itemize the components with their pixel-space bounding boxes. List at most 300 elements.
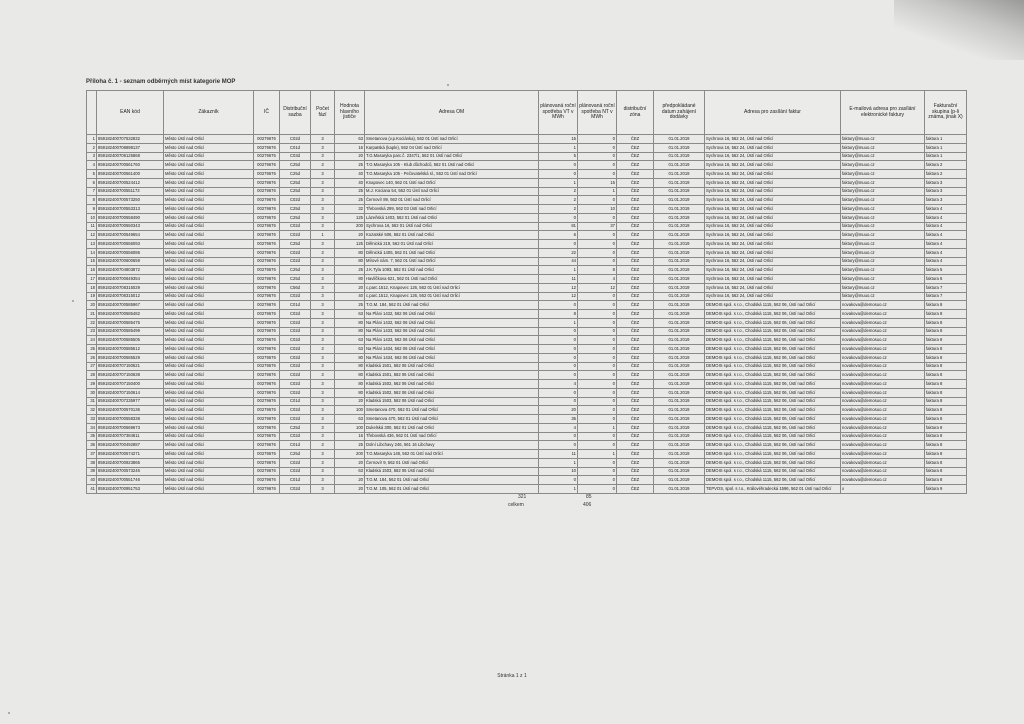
scan-speck <box>8 712 10 714</box>
table-cell: 01.01.2019 <box>654 397 705 406</box>
table-cell: faktura 3 <box>925 196 967 205</box>
table-cell: Město Ústí nad Orlicí <box>164 415 254 424</box>
table-cell: 0 <box>578 135 617 144</box>
table-cell: 7 <box>87 187 97 196</box>
table-cell: 31 <box>87 397 97 406</box>
table-cell: C02d <box>280 353 311 362</box>
scan-speck <box>447 84 449 86</box>
table-cell: 3 <box>311 283 335 292</box>
table-cell: Město Ústí nad Orlicí <box>164 196 254 205</box>
table-cell: 01.01.2019 <box>654 318 705 327</box>
table-cell: faktury@muuo.cz <box>841 170 925 179</box>
table-cell: 00279676 <box>254 135 280 144</box>
scan-shadow <box>894 0 1024 60</box>
table-cell: Kladská 1502, 562 06 Ústí nad Orlicí <box>365 380 539 389</box>
table-cell: 0 <box>539 161 578 170</box>
table-cell: faktura 8 <box>925 406 967 415</box>
table-cell: novakova@demosuo.cz <box>841 327 925 336</box>
table-cell: faktury@muuo.cz <box>841 275 925 284</box>
table-cell: faktury@muuo.cz <box>841 178 925 187</box>
table-cell: ČEZ <box>617 318 654 327</box>
table-cell: novakova@demosuo.cz <box>841 362 925 371</box>
table-cell: 29 <box>87 380 97 389</box>
table-cell: novakova@demosuo.cz <box>841 423 925 432</box>
table-cell: 1 <box>311 231 335 240</box>
table-cell: 859182400700585482 <box>97 310 164 319</box>
table-cell: 0 <box>578 248 617 257</box>
table-cell: 0 <box>578 432 617 441</box>
table-cell: Město Ústí nad Orlicí <box>164 283 254 292</box>
table-cell: C02d <box>280 467 311 476</box>
table-cell: 35 <box>539 415 578 424</box>
table-cell: Sychrova 16, 562 24, Ústí nad Orlicí <box>705 205 841 214</box>
table-cell: 80 <box>335 327 365 336</box>
table-cell: 0 <box>578 213 617 222</box>
table-cell: C02d <box>280 135 311 144</box>
table-cell: Sychrova 16, 562 24, Ústí nad Orlicí <box>705 135 841 144</box>
table-cell: 12 <box>539 283 578 292</box>
table-row <box>87 143 967 152</box>
table-row <box>87 310 967 319</box>
table-cell: DEMOIS spol. s r.o., Chodská 1115, 562 06, Ústí nad Orlicí <box>705 441 841 450</box>
table-cell: ČEZ <box>617 397 654 406</box>
table-cell: 01.01.2019 <box>654 292 705 301</box>
table-cell: 3 <box>311 327 335 336</box>
table-cell: Sychrova 16, 562 24, Ústí nad Orlicí <box>705 196 841 205</box>
table-cell: 01.01.2019 <box>654 380 705 389</box>
table-cell: Smetanova 470, 562 01 Ústí nad Orlicí <box>365 406 539 415</box>
table-cell: 3 <box>311 240 335 249</box>
table-cell: 200 <box>335 222 365 231</box>
table-cell: Sychrova 16, 562 24, Ústí nad Orlicí <box>705 187 841 196</box>
table-cell: faktura 8 <box>925 397 967 406</box>
table-cell: 00279676 <box>254 423 280 432</box>
table-cell: C02d <box>280 432 311 441</box>
table-cell: 859182400700561760 <box>97 161 164 170</box>
table-cell: 20 <box>335 397 365 406</box>
table-cell: 00279676 <box>254 152 280 161</box>
table-cell: 0 <box>578 485 617 494</box>
table-cell: DEMOIS spol. s r.o., Chodská 1115, 562 06, Ústí nad Orlicí <box>705 336 841 345</box>
table-cell: 0 <box>539 345 578 354</box>
table-cell: 22 <box>87 318 97 327</box>
table-cell: Na Pláni 1433, 562 06 Ústí nad Orlicí <box>365 327 539 336</box>
table-cell: 63 <box>335 467 365 476</box>
table-cell: 00279676 <box>254 380 280 389</box>
table-cell: faktura 8 <box>925 380 967 389</box>
table-cell: faktura 1 <box>925 135 967 144</box>
table-cell: 01.01.2019 <box>654 441 705 450</box>
table-cell: 5 <box>87 170 97 179</box>
table-cell: 3 <box>311 143 335 152</box>
table-cell: Sychrova 16, 562 24, Ústí nad Orlicí <box>705 143 841 152</box>
table-cell: ČEZ <box>617 283 654 292</box>
table-cell: 80 <box>335 353 365 362</box>
table-cell: 17 <box>87 275 97 284</box>
table-cell: ČEZ <box>617 310 654 319</box>
table-cell: 3 <box>311 336 335 345</box>
table-cell: Sychrova 16, 562 24, Ústí nad Orlicí <box>705 170 841 179</box>
table-cell: 63 <box>335 135 365 144</box>
table-cell: 15 <box>87 257 97 266</box>
table-row <box>87 205 967 214</box>
table-cell: 0 <box>578 257 617 266</box>
table-cell: DEMOIS spol. s r.o., Chodská 1115, 562 06, Ústí nad Orlicí <box>705 406 841 415</box>
table-cell: faktury@muuo.cz <box>841 266 925 275</box>
table-cell: C02d <box>280 371 311 380</box>
table-cell: 0 <box>578 467 617 476</box>
table-cell: 859182400700551746 <box>97 476 164 485</box>
table-cell: ČEZ <box>617 143 654 152</box>
table-cell: 0 <box>578 345 617 354</box>
table-cell: ČEZ <box>617 406 654 415</box>
table-cell: Lázeňská 1403, 562 01 Ústí nad Orlicí <box>365 213 539 222</box>
table-cell: faktura 9 <box>925 485 967 494</box>
table-cell: C02d <box>280 318 311 327</box>
total-vt: 321 <box>518 494 527 500</box>
table-cell: DEMOIS spol. s r.o., Chodská 1115, 562 06, Ústí nad Orlicí <box>705 423 841 432</box>
column-header: Adresa OM <box>365 91 539 135</box>
table-row <box>87 275 967 284</box>
table-cell: 1 <box>578 423 617 432</box>
table-cell: 01.01.2019 <box>654 275 705 284</box>
table-cell: C02d <box>280 196 311 205</box>
table-cell: 3 <box>311 388 335 397</box>
table-cell: DEMOIS spol. s r.o., Chodská 1115, 562 06, Ústí nad Orlicí <box>705 467 841 476</box>
table-cell: faktura 4 <box>925 213 967 222</box>
table-cell: 00279676 <box>254 231 280 240</box>
table-cell: 859182400700585529 <box>97 353 164 362</box>
table-cell: Sychrova 16, 562 24, Ústí nad Orlicí <box>705 266 841 275</box>
table-cell: Sychrova 16, 562 24, Ústí nad Orlicí <box>705 152 841 161</box>
table-cell: ČEZ <box>617 476 654 485</box>
table-cell: 11 <box>539 450 578 459</box>
table-cell: 859182400700524412 <box>97 178 164 187</box>
table-cell: 1 <box>539 266 578 275</box>
table-cell: 0 <box>578 388 617 397</box>
table-cell: 3 <box>311 178 335 187</box>
table-cell: 0 <box>578 406 617 415</box>
table-cell: 00279676 <box>254 458 280 467</box>
table-cell: faktura 1 <box>925 152 967 161</box>
table-cell: 00279676 <box>254 275 280 284</box>
table-cell: 25 <box>335 301 365 310</box>
table-cell: novakova@demosuo.cz <box>841 353 925 362</box>
table-cell: 859182400700600659 <box>97 257 164 266</box>
table-cell: Město Ústí nad Orlicí <box>164 485 254 494</box>
table-cell: Havlíčkova 621, 562 01 Ústí nad Orlicí <box>365 275 539 284</box>
table-cell: Město Ústí nad Orlicí <box>164 213 254 222</box>
table-cell: 0 <box>578 362 617 371</box>
table-row <box>87 135 967 144</box>
table-cell: faktura 2 <box>925 170 967 179</box>
table-cell: 3 <box>311 371 335 380</box>
table-cell: 63 <box>335 310 365 319</box>
table-cell: 859182400708898137 <box>97 143 164 152</box>
table-cell: 859182400700649354 <box>97 275 164 284</box>
table-cell: 859182400707150614 <box>97 388 164 397</box>
table-cell: 00279676 <box>254 353 280 362</box>
table-row <box>87 178 967 187</box>
table-cell: C25d <box>280 423 311 432</box>
table-cell: DEMOIS spol. s r.o., Chodská 1115, 562 06, Ústí nad Orlicí <box>705 397 841 406</box>
table-cell: 0 <box>578 336 617 345</box>
table-cell: 00279676 <box>254 415 280 424</box>
table-cell: 0 <box>578 371 617 380</box>
table-cell: 01.01.2019 <box>654 388 705 397</box>
table-cell: 859182400700569673 <box>97 423 164 432</box>
table-cell: 25 <box>335 441 365 450</box>
table-cell: 26 <box>87 353 97 362</box>
table-cell: 8 <box>87 196 97 205</box>
table-cell: C01d <box>280 143 311 152</box>
table-cell: ČEZ <box>617 275 654 284</box>
table-row <box>87 161 967 170</box>
table-cell: DEMOIS spol. s r.o., Chodská 1115, 562 06, Ústí nad Orlicí <box>705 327 841 336</box>
table-cell: ČEZ <box>617 362 654 371</box>
table-cell: faktura 4 <box>925 257 967 266</box>
table-cell: faktura 4 <box>925 205 967 214</box>
table-cell: 01.01.2019 <box>654 362 705 371</box>
table-cell: C02d <box>280 458 311 467</box>
table-cell: faktury@muuo.cz <box>841 231 925 240</box>
column-header: Zákazník <box>164 91 254 135</box>
document-caption: Příloha č. 1 - seznam odběrných míst kategorie MOP <box>86 79 236 85</box>
table-cell: 0 <box>539 371 578 380</box>
table-cell: Dolní Libchavy 246, 561 16 Libchavy <box>365 441 539 450</box>
table-cell: 01.01.2019 <box>654 432 705 441</box>
table-cell: 2 <box>539 187 578 196</box>
table-cell: 20 <box>335 476 365 485</box>
table-cell: 0 <box>578 292 617 301</box>
table-cell: ČEZ <box>617 205 654 214</box>
table-cell: 25 <box>335 161 365 170</box>
table-cell: 4 <box>539 423 578 432</box>
table-row <box>87 432 967 441</box>
table-cell: ČEZ <box>617 231 654 240</box>
table-cell: 40 <box>335 170 365 179</box>
table-cell: 3 <box>311 423 335 432</box>
table-cell: ČEZ <box>617 423 654 432</box>
table-cell: DEMOIS spol. s r.o., Chodská 1115, 562 06, Ústí nad Orlicí <box>705 371 841 380</box>
table-cell: Město Ústí nad Orlicí <box>164 187 254 196</box>
table-cell: 01.01.2019 <box>654 406 705 415</box>
table-cell: ČEZ <box>617 266 654 275</box>
table-cell: Sychrova 16, 562 24, Ústí nad Orlicí <box>705 213 841 222</box>
table-cell: 00279676 <box>254 222 280 231</box>
table-cell: 00279676 <box>254 213 280 222</box>
table-cell: ČEZ <box>617 432 654 441</box>
table-cell: 0 <box>578 318 617 327</box>
table-cell: Město Ústí nad Orlicí <box>164 450 254 459</box>
table-cell: Město Ústí nad Orlicí <box>164 275 254 284</box>
table-cell: 80 <box>335 257 365 266</box>
table-cell: 0 <box>578 240 617 249</box>
table-cell: novakova@demosuo.cz <box>841 336 925 345</box>
table-cell: 3 <box>311 152 335 161</box>
table-cell: 0 <box>578 196 617 205</box>
table-cell: 859182400700556086 <box>97 248 164 257</box>
table-cell: ČEZ <box>617 248 654 257</box>
table-cell: 00279676 <box>254 450 280 459</box>
table-cell: 859182400700573246 <box>97 467 164 476</box>
table-cell: DEMOIS spol. s r.o., Chodská 1115, 562 06, Ústí nad Orlicí <box>705 380 841 389</box>
total-label: celkem <box>508 502 524 508</box>
table-cell: C01d <box>280 441 311 450</box>
table-cell: c.parc.1512, Knapovec 126, 562 01 Ústí nad Orlicí <box>365 292 539 301</box>
table-cell: 01.01.2019 <box>654 353 705 362</box>
table-cell: 00279676 <box>254 485 280 494</box>
table-cell: 01.01.2019 <box>654 196 705 205</box>
table-cell: novakova@demosuo.cz <box>841 476 925 485</box>
table-cell: DEMOIS spol. s r.o., Chodská 1115, 562 06, Ústí nad Orlicí <box>705 362 841 371</box>
table-cell: novakova@demosuo.cz <box>841 450 925 459</box>
table-cell: 9 <box>87 205 97 214</box>
table-cell: 01.01.2019 <box>654 485 705 494</box>
table-cell: Sychrova 16, 562 24, Ústí nad Orlicí <box>705 283 841 292</box>
table-cell: faktura 8 <box>925 432 967 441</box>
table-row <box>87 362 967 371</box>
header-row <box>87 91 967 135</box>
table-cell: 859182400700585512 <box>97 345 164 354</box>
table-row <box>87 415 967 424</box>
table-cell: 3 <box>311 205 335 214</box>
table-cell: Město Ústí nad Orlicí <box>164 205 254 214</box>
table-cell: 0 <box>578 143 617 152</box>
table-cell: 4 <box>578 275 617 284</box>
table-cell: 1 <box>539 143 578 152</box>
table-cell: 00279676 <box>254 467 280 476</box>
table-cell: 859182400700585475 <box>97 318 164 327</box>
table-cell: ČEZ <box>617 152 654 161</box>
table-cell: 01.01.2019 <box>654 450 705 459</box>
table-row <box>87 327 967 336</box>
table-cell: 63 <box>335 336 365 345</box>
table-cell: faktura 4 <box>925 231 967 240</box>
table-cell: Město Ústí nad Orlicí <box>164 406 254 415</box>
table-cell: novakova@demosuo.cz <box>841 415 925 424</box>
table-cell: 33 <box>87 415 97 424</box>
table-cell: Kozatské 506, 562 01 Ústí nad Orlicí <box>365 231 539 240</box>
table-cell: ČEZ <box>617 327 654 336</box>
table-cell: 00279676 <box>254 240 280 249</box>
table-cell: 44 <box>539 257 578 266</box>
table-cell: 3 <box>311 345 335 354</box>
table-cell: 16 <box>335 143 365 152</box>
table-cell: 0 <box>539 432 578 441</box>
table-cell: Město Ústí nad Orlicí <box>164 432 254 441</box>
table-cell: 01.01.2019 <box>654 458 705 467</box>
table-cell: 01.01.2019 <box>654 231 705 240</box>
table-cell: 8 <box>539 310 578 319</box>
total-nt: 85 <box>586 494 592 500</box>
table-cell: 01.01.2019 <box>654 283 705 292</box>
table-cell: 0 <box>578 353 617 362</box>
table-cell: 3 <box>311 196 335 205</box>
table-cell: 0 <box>578 327 617 336</box>
table-cell: Sychrova 16, 562 24, Ústí nad Orlicí <box>705 240 841 249</box>
table-cell: 0 <box>539 213 578 222</box>
table-cell: faktura 8 <box>925 388 967 397</box>
table-cell: 10 <box>87 213 97 222</box>
table-cell: faktura 8 <box>925 458 967 467</box>
table-cell: C03d <box>280 152 311 161</box>
table-row <box>87 222 967 231</box>
table-cell: 01.01.2019 <box>654 187 705 196</box>
table-cell: faktura 2 <box>925 161 967 170</box>
table-cell: 859182400707532832 <box>97 135 164 144</box>
table-cell: 3 <box>311 380 335 389</box>
table-cell: Město Ústí nad Orlicí <box>164 388 254 397</box>
column-header: plánovaná roční spotřeba VT v MWh <box>539 91 578 135</box>
table-cell: 859182400700558490 <box>97 213 164 222</box>
table-cell: J.K.Tyla 1093, 562 01 Ústí nad Orlicí <box>365 266 539 275</box>
table-cell: Město Ústí nad Orlicí <box>164 292 254 301</box>
table-cell: 3 <box>311 135 335 144</box>
column-header: EAN kód <box>97 91 164 135</box>
table-cell: 12 <box>87 231 97 240</box>
table-row <box>87 283 967 292</box>
column-header: plánovaná roční spotřeba NT v MWh <box>578 91 617 135</box>
table-cell: faktura 8 <box>925 423 967 432</box>
table-cell: ČEZ <box>617 415 654 424</box>
table-cell: C02d <box>280 406 311 415</box>
table-cell: 3 <box>311 406 335 415</box>
table-cell: 28 <box>87 371 97 380</box>
table-cell: 125 <box>335 213 365 222</box>
table-cell: C01d <box>280 476 311 485</box>
table-cell: 01.01.2019 <box>654 178 705 187</box>
table-cell: 00279676 <box>254 388 280 397</box>
table-cell: faktury@muuo.cz <box>841 283 925 292</box>
table-cell: Třebovská 436, 562 01 Ústí nad Orlicí <box>365 432 539 441</box>
table-cell: Třebovská 299, 562 03 Ústí nad Orlicí <box>365 205 539 214</box>
table-row <box>87 458 967 467</box>
table-cell: 23 <box>87 327 97 336</box>
table-cell: faktura 7 <box>925 283 967 292</box>
table-cell: Město Ústí nad Orlicí <box>164 143 254 152</box>
table-cell: T.G.Masaryka 105 - Pečovatelská sl., 562 01 Ústí nad Orlicí <box>365 170 539 179</box>
table-cell: novakova@demosuo.cz <box>841 406 925 415</box>
table-cell: C02d <box>280 345 311 354</box>
table-cell: novakova@demosuo.cz <box>841 467 925 476</box>
table-cell: DEMOIS spol. s r.o., Chodská 1115, 562 06, Ústí nad Orlicí <box>705 301 841 310</box>
table-cell: ČEZ <box>617 135 654 144</box>
table-cell: Město Ústí nad Orlicí <box>164 178 254 187</box>
table-cell: Kladská 1503, 562 06 Ústí nad Orlicí <box>365 397 539 406</box>
table-cell: C02d <box>280 415 311 424</box>
table-cell: 00279676 <box>254 336 280 345</box>
table-row <box>87 450 967 459</box>
table-cell: faktury@muuo.cz <box>841 143 925 152</box>
table-cell: ČEZ <box>617 336 654 345</box>
table-cell: faktura 8 <box>925 327 967 336</box>
table-row <box>87 353 967 362</box>
table-cell: 40 <box>335 292 365 301</box>
table-cell: ČEZ <box>617 257 654 266</box>
table-cell: 859182400700585499 <box>97 327 164 336</box>
table-cell: 01.01.2019 <box>654 170 705 179</box>
table-cell: 16 <box>335 432 365 441</box>
table-cell: 01.01.2019 <box>654 415 705 424</box>
table-cell: 80 <box>335 248 365 257</box>
table-cell: T.G.M. 105, 562 01 Ústí nad Orlicí <box>365 485 539 494</box>
table-cell: 20 <box>335 485 365 494</box>
table-cell: x <box>841 485 925 494</box>
table-cell: Sychrova 16, 562 24, Ústí nad Orlicí <box>705 161 841 170</box>
table-cell: 80 <box>335 318 365 327</box>
table-cell: 00279676 <box>254 310 280 319</box>
